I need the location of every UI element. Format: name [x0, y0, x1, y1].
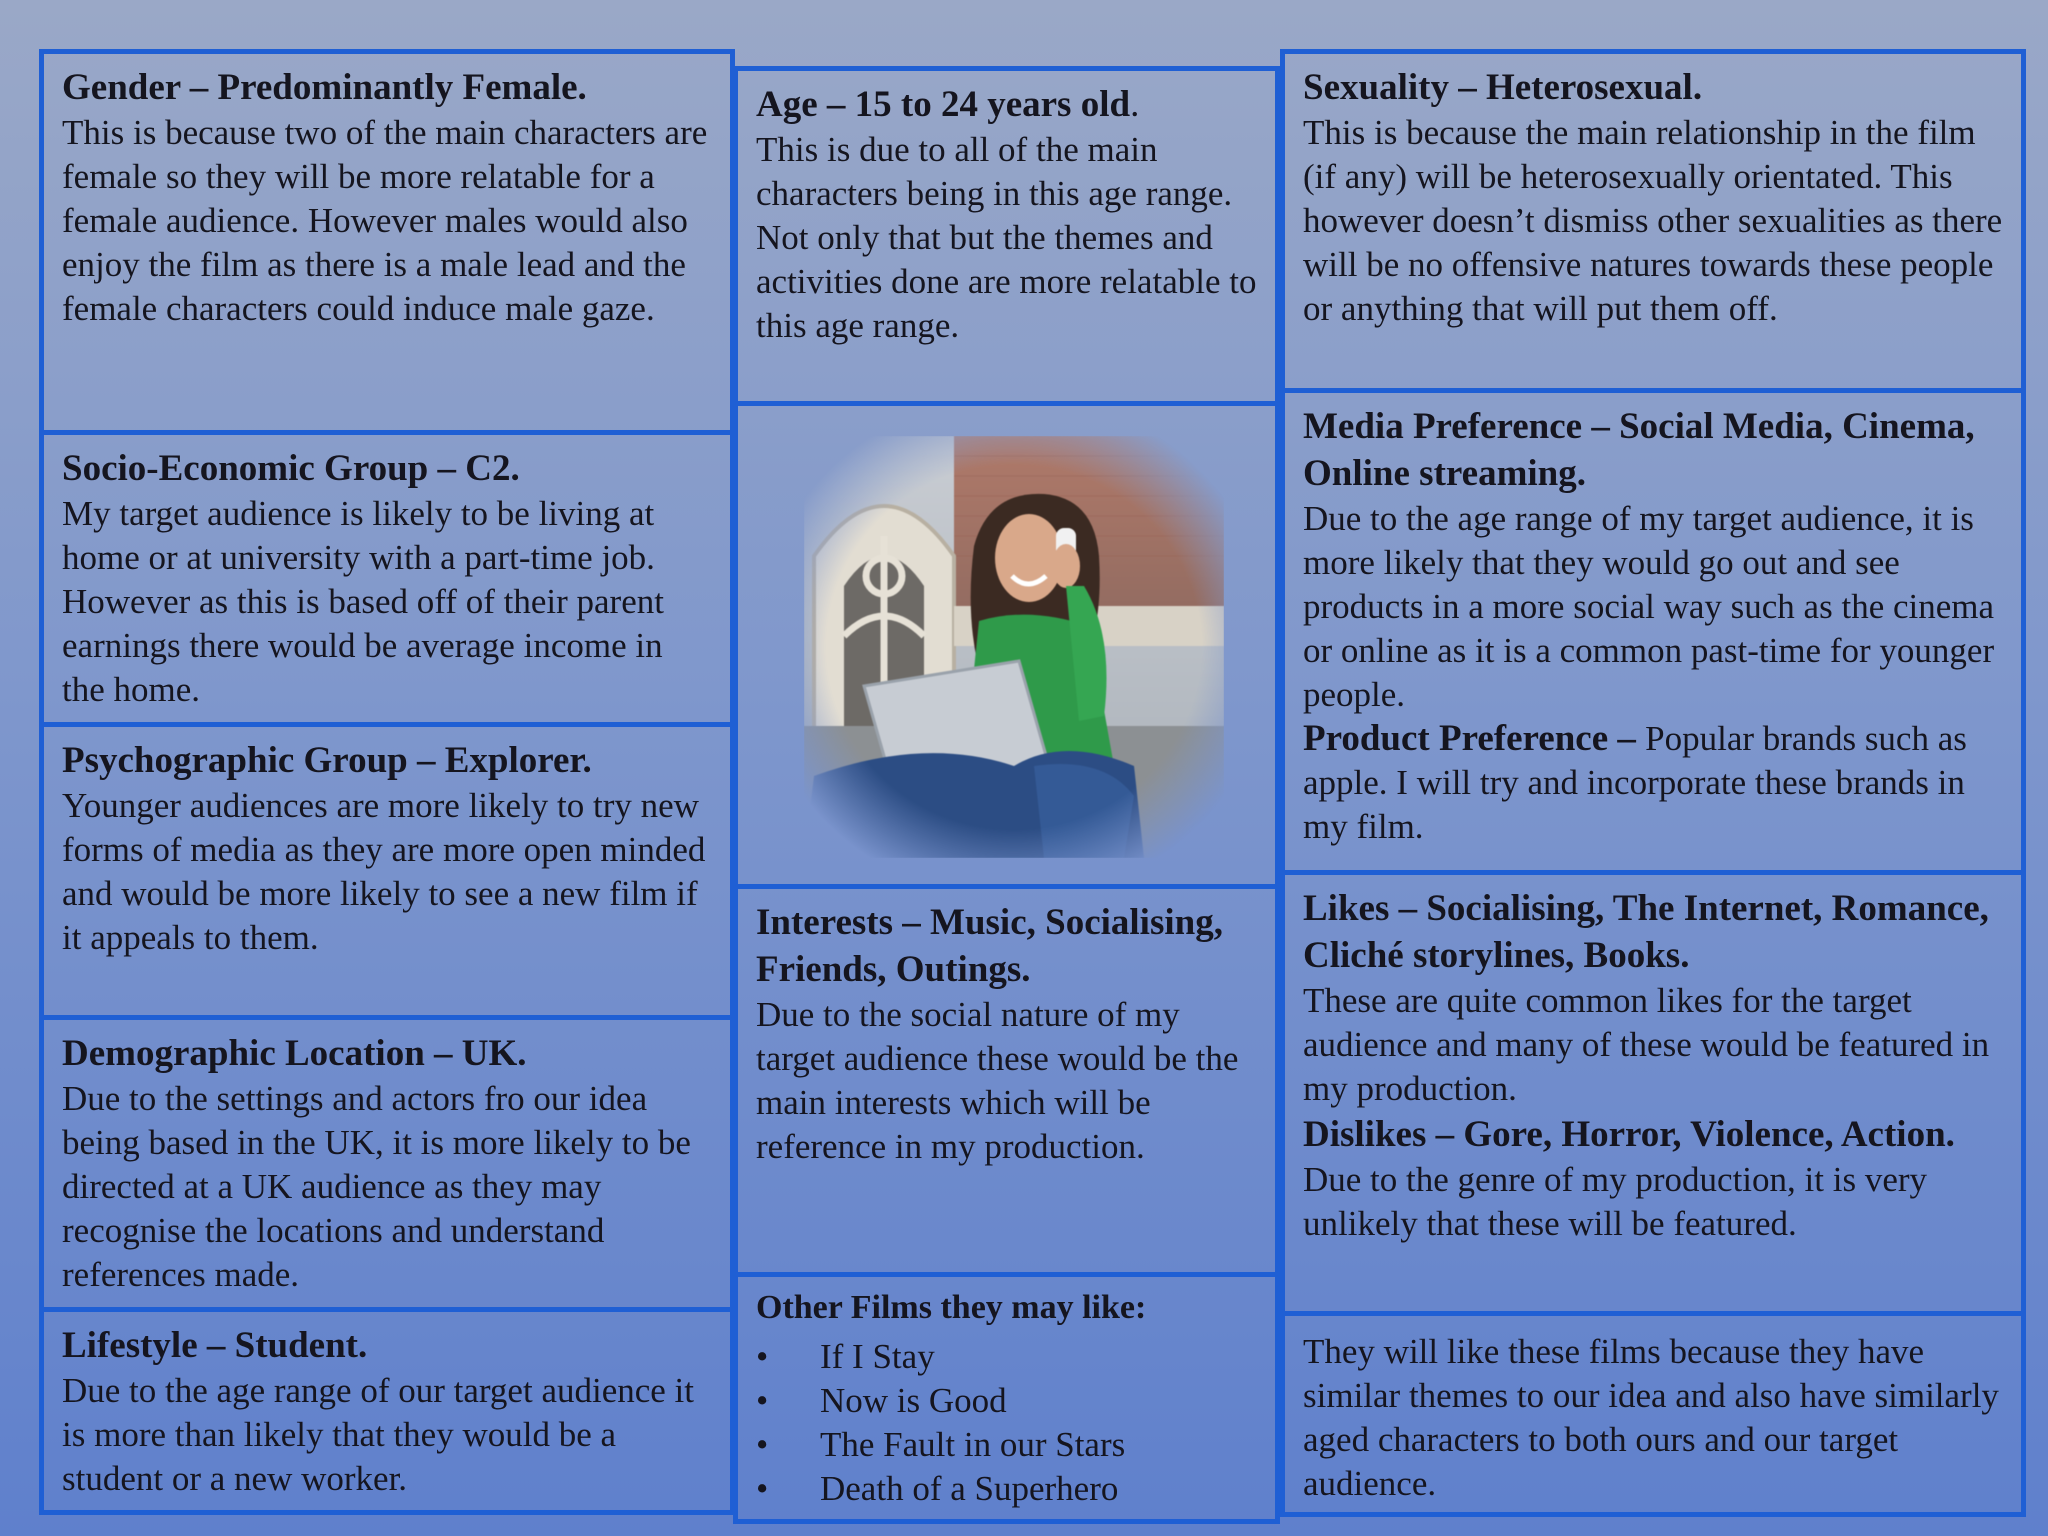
- media-preference-heading: Media Preference – Social Media, Cinema, Online streaming.: [1303, 406, 1975, 494]
- film-list-item: • The Fault in our Stars: [756, 1423, 1259, 1467]
- other-films-box: [733, 1272, 1280, 1524]
- media-preference-box: [1280, 388, 2026, 875]
- film-list-item: • Now is Good: [756, 1379, 1259, 1423]
- location-body: Due to the settings and actors fro our idea being based in the UK, it is more likely to be directed at a UK audience as they may recognise the locations and understand references made.: [62, 1079, 691, 1294]
- lifestyle-box: [39, 1307, 735, 1515]
- films-reason-box: [1280, 1311, 2026, 1517]
- psychographic-heading: Psychographic Group – Explorer.: [62, 740, 592, 781]
- product-preference-heading: Product Preference –: [1303, 718, 1646, 759]
- media-preference-body: Due to the age range of my target audience, it is more likely that they would go out and see products in a more social way such as the cinema or online as it is a common past-time for younger people.: [1303, 499, 1995, 714]
- interests-box: [733, 884, 1280, 1277]
- psychographic-body: Younger audiences are more likely to try new forms of media as they are more open minded and would be more likely to see a new film if it appeals to them.: [62, 786, 706, 957]
- dislikes-heading: Dislikes – Gore, Horror, Violence, Action.: [1303, 1114, 1955, 1155]
- location-box: [39, 1015, 735, 1312]
- likes-body: These are quite common likes for the target audience and many of these would be featured in my production.: [1303, 981, 1990, 1108]
- sexuality-box: [1280, 49, 2026, 393]
- product-preference: [1303, 717, 2005, 849]
- film-list-item: • If I Stay: [756, 1335, 1259, 1379]
- lifestyle-heading: Lifestyle – Student.: [62, 1325, 368, 1366]
- socio-economic-body: My target audience is likely to be living at home or at university with a part-time job. However as this is based off of their parent earnings there would be average income in the home.: [62, 494, 664, 709]
- sexuality-body: This is because the main relationship in the film (if any) will be heterosexually orientated. This however doesn’t dismiss other sexualities as there will be no offensive natures towards these people or anything that will put them off.: [1303, 113, 2003, 328]
- interests-body: Due to the social nature of my target audience these would be the main interests which will be reference in my production.: [756, 995, 1239, 1166]
- psychographic-box: [39, 722, 735, 1020]
- socio-economic-heading: Socio-Economic Group – C2.: [62, 448, 520, 489]
- sexuality-heading: Sexuality – Heterosexual.: [1303, 67, 1703, 108]
- likes-box: [1280, 870, 2026, 1316]
- gender-body: This is because two of the main characters are female so they will be more relatable for a female audience. However males would also enjoy the film as there is a male lead and the female characters could induce male gaze.: [62, 113, 708, 328]
- product-preference-body: Popular brands such as apple. I will try and incorporate these brands in my film.: [1303, 719, 1967, 846]
- socio-economic-box: [39, 430, 735, 727]
- age-heading: Age – 15 to 24 years old.: [756, 84, 1140, 125]
- films-reason-body: They will like these films because they have similar themes to our idea and also have similarly aged characters to both ours and our target audience.: [1303, 1332, 1999, 1503]
- dislikes-body: Due to the genre of my production, it is very unlikely that these will be featured.: [1303, 1160, 1928, 1243]
- interests-heading: Interests – Music, Socialising, Friends, Outings.: [756, 902, 1223, 990]
- film-list: [756, 1335, 1259, 1511]
- student-photo: [804, 436, 1224, 858]
- likes-heading: Likes – Socialising, The Internet, Romance, Cliché storylines, Books.: [1303, 888, 1989, 976]
- gender-box: [39, 49, 735, 435]
- age-body: This is due to all of the main characters being in this age range. Not only that but the themes and activities done are more relatable to this age range.: [756, 130, 1257, 345]
- photo-box: [733, 401, 1280, 889]
- lifestyle-body: Due to the age range of our target audience it is more than likely that they would be a student or a new worker.: [62, 1371, 694, 1498]
- age-box: [733, 66, 1280, 406]
- film-list-item: • Death of a Superhero: [756, 1467, 1259, 1511]
- other-films-heading: Other Films they may like:: [756, 1289, 1147, 1326]
- location-heading: Demographic Location – UK.: [62, 1033, 527, 1074]
- gender-heading: Gender – Predominantly Female.: [62, 67, 587, 108]
